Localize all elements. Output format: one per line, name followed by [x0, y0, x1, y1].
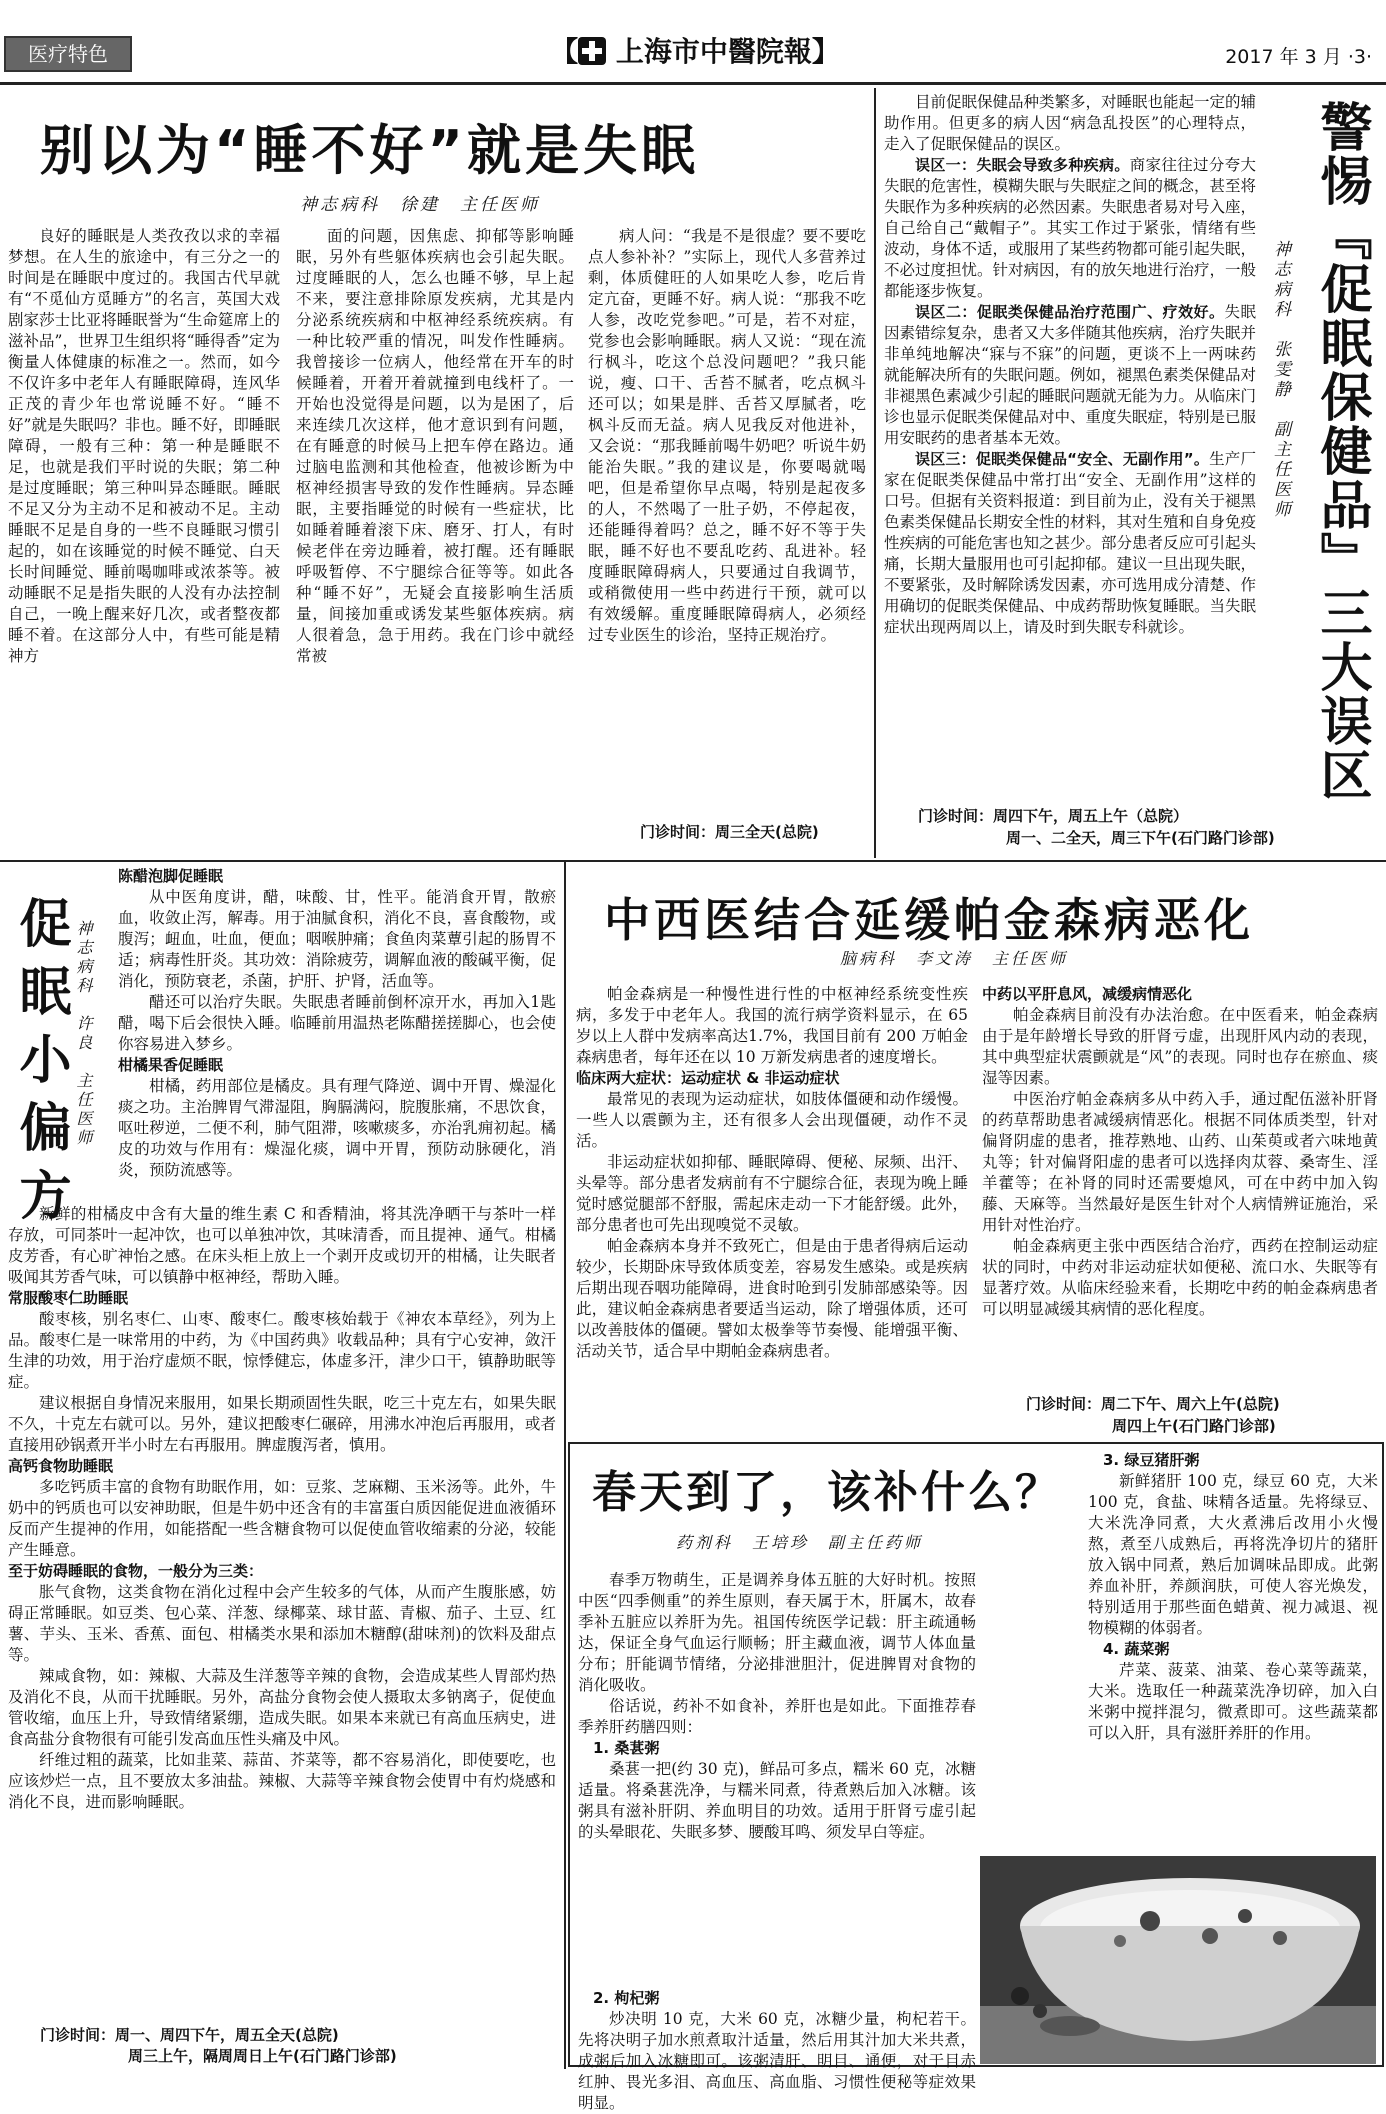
bracket-right: 】	[811, 35, 840, 68]
article2-myth2-text: 失眠因素错综复杂，患者又大多伴随其他疾病，治疗失眠并非单纯地解决“寐与不寐”的问题，更谈不上一两味药就能解决所有的失眠问题。例如，褪黑色素类保健品对非褪黑色素减少引起的睡眠问题就无能为力。从临床门诊也显示促眠类保健品对中、重度失眠症，特别是已服用安眠药的患者基本无效。	[884, 303, 1257, 447]
porridge-photo	[980, 1856, 1376, 2064]
article3-s1-title: 陈醋泡脚促睡眠	[118, 867, 224, 885]
article2-myth3-label: 误区三：促眠类保健品“安全、无副作用”。	[915, 450, 1210, 468]
article3-s4-title: 高钙食物助睡眠	[8, 1457, 114, 1475]
section-tag: 医疗特色	[4, 36, 132, 72]
article2-byline: 神志病科 张雯静 副主任医师	[1270, 240, 1290, 520]
article3-clinic1: 门诊时间：周一、周四下午，周五全天(总院)	[40, 2026, 339, 2044]
article5-r2-title: 2. 枸杞粥	[593, 1989, 660, 2007]
hospital-logo-icon	[578, 37, 606, 65]
article4-clinic1: 门诊时间：周二下午、周六上午(总院)	[1026, 1395, 1280, 1413]
article3-s2-title: 柑橘果香促睡眠	[118, 1056, 224, 1074]
article1-col3: 病人问：“我是不是很虚？要不要吃点人参补补？”实际上，现代人多营养过剩，体质健旺的人如果吃人参，吃后肯定亢奋，更睡不好。病人说：“那我不吃人参，改吃党参吧。”可是，若不对症，党参也会影响睡眠。病人又说：“现在流行枫斗，吃这个总没问题吧？”我只能说，瘦、口干、舌苔不腻者，吃点枫斗还可以；如果是胖、舌苔又厚腻者，吃枫斗反而无益。病人见我反对他进补，又会说：“那我睡前喝牛奶吧？听说牛奶能治失眠。”我的建议是，你要喝就喝吧，但是希望你早点喝，特别是起夜多的人，不然喝了一肚子奶，不停起夜，还能睡得着吗？总之，睡不好不等于失眠，睡不好也不要乱吃药、乱进补。轻度睡眠障碍病人，只要通过自我调节，或稍微使用一些中药进行干预，就可以有效缓解。重度睡眠障碍病人，必须经过专业医生的诊治，坚持正规治疗。	[588, 227, 866, 644]
article2-myth2-label: 误区二：促眠类保健品治疗范围广、疗效好。	[915, 303, 1225, 321]
article4-sub2: 中药以平肝息风，减缓病情恶化	[982, 985, 1193, 1003]
article1-col1: 良好的睡眠是人类孜孜以求的幸福梦想。在人生的旅途中，有三分之一的时间是在睡眠中度过的。我国古代早就有“不觅仙方觅睡方”的名言，英国大戏剧家莎士比亚将睡眠誉为“生命筵席上的滋补品”，世界卫生组织将“睡得香”定为衡量人体健康的标准之一。然而，如今不仅许多中老年人有睡眠障碍，连风华正茂的青少年也常说睡不好。“睡不好”就是失眠吗？非也。睡不好，即睡眠障碍，一般有三种：第一种是睡眠不足，也就是我们平时说的失眠；第二种是过度睡眠；第三种叫异态睡眠。睡眠不足又分为主动不足和被动不足。主动睡眠不足是自身的一些不良睡眠习惯引起的，如在该睡觉的时候不睡觉、白天长时间睡觉、睡前喝咖啡或浓茶等。被动睡眠不足是指失眠的人没有办法控制自己，一晚上醒来好几次，或者整夜都睡不着。在这部分人中，有些可能是精神方	[8, 227, 280, 665]
article3-top-text: 陈醋泡脚促睡眠 从中医角度讲，醋，味酸、甘，性平。能消食开胃，散瘀血，收敛止泻，解毒。用于油腻食积，消化不良，喜食酸物，或腹泻；衄血，吐血，便血；咽喉肿痛；食鱼肉菜蕈引起的肠胃不适；病毒性肝炎。其功效：消除疲劳，调解血液的酸碱平衡，促消化，预防衰老，杀菌，护肝、护肾，活血等。 醋还可以治疗失眠。失眠患者睡前倒杯凉开水，再加入1匙醋，喝下后会很快入睡。临睡前用温热老陈醋搓搓脚心，也会使你容易进入梦乡。 柑橘果香促睡眠 柑橘，药用部位是橘皮。具有理气降逆、调中开胃、燥湿化痰之功。主治脾胃气滞湿阻，胸膈满闷，脘腹胀痛，不思饮食，呕吐秽逆，二便不利，肺气阻滞，咳嗽痰多，亦治乳痈初起。橘皮的功效与作用有：燥湿化痰，调中开胃，预防动脉硬化，消炎，预防流感等。	[118, 867, 556, 1179]
article5-col2: 3. 绿豆猪肝粥 新鲜猪肝 100 克，绿豆 60 克，大米 100 克，食盐、味精各适量。先将绿豆、大米洗净同煮，大火煮沸后改用小火慢熬，煮至八成熟后，再将洗净切片的猪肝放入锅中同煮，熟后加调味品即成。此粥养血补肝，养颜润肤，可使人容光焕发，特别适用于那些面色蜡黄、视力减退、视物模糊的体弱者。 4. 蔬菜粥 芹菜、菠菜、油菜、卷心菜等蔬菜，大米。选取任一种蔬菜洗净切碎，加入白米粥中搅拌混匀，微煮即可。这些蔬菜都可以入肝，具有滋肝养肝的作用。	[1088, 1451, 1378, 1742]
article2-clinic2: 周一、二全天，周三下午(石门路门诊部)	[1006, 829, 1275, 847]
article5-r1-title: 1. 桑葚粥	[593, 1739, 660, 1757]
date-page: 2017 年 3 月 ·3·	[1225, 46, 1372, 68]
article3-clinic2: 周三上午，隔周周日上午(石门路门诊部)	[128, 2047, 397, 2065]
divider-top-section	[0, 860, 1386, 862]
article2-title: 警惕『促眠保健品』三大误区	[1311, 100, 1371, 802]
article1-clinic: 门诊时间：周三全天(总院)	[640, 823, 819, 841]
article4-col1: 帕金森病是一种慢性进行性的中枢神经系统变性疾病，多发于中老年人。我国的流行病学资料显示，在 65 岁以上人群中发病率高达1.7%，我国目前有 200 万帕金森病患者，每年还在以 10 万新发病患者的速度增长。 临床两大症状：运动症状 & 非运动症状 最常见的表现为运动症状，如肢体僵硬和动作缓慢。一些人以震颤为主，还有很多人会出现僵硬，动作不灵活。 非运动症状如抑郁、睡眠障碍、便秘、尿频、出汗、头晕等。部分患者发病前有不宁腿综合征，表现为晚上睡觉时感觉腿部不舒服，需起床走动一下才能舒缓。此外，部分患者也可先出现嗅觉不灵敏。 帕金森病本身并不致死亡，但是由于患者得病后运动较少，长期卧床导致体质变差，容易发生感染。或是疾病后期出现吞咽功能障碍，进食时呛到引发肺部感染等。因此，建议帕金森病患者要适当运动，除了增强体质，还可以改善肢体的僵硬。譬如太极拳等节奏慢、能增强平衡、活动关节，适合早中期帕金森病患者。	[576, 985, 968, 1360]
article4-clinic2: 周四上午(石门路门诊部)	[1112, 1417, 1276, 1435]
masthead	[505, 30, 885, 74]
article1-byline: 神志病科 徐建 主任医师	[300, 195, 540, 215]
article5-r4-title: 4. 蔬菜粥	[1103, 1640, 1170, 1658]
article2-myth1-label: 误区一：失眠会导致多种疾病。	[915, 156, 1130, 174]
article3-bottom-text: 新鲜的柑橘皮中含有大量的维生素 C 和香精油，将其洗净晒干与茶叶一样存放，可同茶叶一起冲饮，也可以单独冲饮，其味清香，而且提神、通气。柑橘皮芳香，有心旷神怡之感。在床头柜上放上一个剥开皮或切开的柑橘，让失眠者吸闻其芳香气味，可以镇静中枢神经，帮助入睡。 常服酸枣仁助睡眠 酸枣核，别名枣仁、山枣、酸枣仁。酸枣核始载于《神农本草经》，列为上品。酸枣仁是一味常用的中药，为《中国药典》收载品种；具有宁心安神，敛汗生津的功效，用于治疗虚烦不眠，惊悸健忘，体虚多汗，津少口干，镇静助眠等症。 建议根据自身情况来服用，如果长期顽固性失眠，吃三十克左右，如果失眠不久，十克左右就可以。另外，建议把酸枣仁碾碎，用沸水冲泡后再服用，或者直接用砂锅煮开半小时左右再服用。脾虚腹泻者，慎用。 高钙食物助睡眠 多吃钙质丰富的食物有助眠作用，如：豆浆、芝麻糊、玉米汤等。此外，牛奶中的钙质也可以安神助眠，但是牛奶中还含有的丰富蛋白质因能促进血液循环反而产生提神的作用，如能搭配一些含糖食物可以促使血管收缩素的分泌，较能产生睡意。 至于妨碍睡眠的食物，一般分为三类： 胀气食物，这类食物在消化过程中会产生较多的气体，从而产生腹胀感，妨碍正常睡眠。如豆类、包心菜、洋葱、绿椰菜、球甘蓝、青椒、茄子、土豆、红薯、芋头、玉米、香蕉、面包、柑橘类水果和添加木糖醇(甜味剂)的饮料及甜点等。 辣咸食物，如：辣椒、大蒜及生洋葱等辛辣的食物，会造成某些人胃部灼热及消化不良，从而干扰睡眠。另外，高盐分食物会使人摄取太多钠离子，促使血管收缩，血压上升，导致情绪紧绷，造成失眠。如果本来就已有高血压病史，进食高盐分食物很有可能引发高血压性头痛及中风。 纤维过粗的蔬菜，比如韭菜、蒜苗、芥菜等，都不容易消化，即使要吃，也应该炒烂一点，且不要放太多油盐。辣椒、大蒜等辛辣食物会使胃中有灼烧感和消化不良，进而影响睡眠。	[8, 1205, 556, 1811]
article4-sub1: 临床两大症状：运动症状 & 非运动症状	[576, 1069, 840, 1087]
article5-col1: 春季万物萌生，正是调养身体五脏的大好时机。按照中医“四季侧重”的养生原则，春天属于木，肝属木，故春季补五脏应以养肝为先。祖国传统医学记载：肝主疏通畅达，保证全身气血运行顺畅；肝主藏血液，调节人体血量分布；肝能调节情绪，分泌排泄胆汁，促进脾胃对食物的消化吸收。 俗话说，药补不如食补，养肝也是如此。下面推荐春季养肝药膳四则： 1. 桑葚粥 桑葚一把(约 30 克)，鲜品可多点，糯米 60 克，冰糖适量。将桑葚洗净，与糯米同煮，待煮熟后加入冰糖。该粥具有滋补肝阴、养血明目的功效。适用于肝肾亏虚引起的头晕眼花、失眠多梦、腰酸耳鸣、须发早白等症。	[578, 1571, 976, 1841]
article3-title: 促眠小偏方	[10, 896, 71, 1236]
article5-col1-bottom: 2. 枸杞粥 炒决明 10 克，大米 60 克，冰糖少量，枸杞若干。先将决明子加水煎煮取汁适量，然后用其汁加大米共煮，成粥后加入冰糖即可。该粥清肝、明目、通便，对于目赤红肿、畏光多泪、高血压、高血脂、习惯性便秘等症效果明显。	[578, 1989, 976, 2112]
article2-body: 目前促眠保健品种类繁多，对睡眠也能起一定的辅助作用。但更多的病人因“病急乱投医”的心理特点，走入了促眠保健品的误区。 误区一：失眠会导致多种疾病。商家往往过分夸大失眠的危害性，模糊失眠与失眠症之间的概念，甚至将失眠作为多种疾病的必然因素。失眠患者易对号入座，自己给自己“戴帽子”。其实工作过于紧张，情绪有些波动，身体不适，或服用了某些药物都可能引起失眠，不必过度担忧。针对病因，有的放矢地进行治疗，一般都能逐步恢复。 误区二：促眠类保健品治疗范围广、疗效好。失眠因素错综复杂，患者又大多伴随其他疾病，治疗失眠并非单纯地解决“寐与不寐”的问题，更谈不上一两味药就能解决所有的失眠问题。例如，褪黑色素类保健品对非褪黑色素减少引起的睡眠问题就无能为力。从临床门诊也显示促眠类保健品对中、重度失眠症，特别是已服用安眠药的患者基本无效。 误区三：促眠类保健品“安全、无副作用”。生产厂家在促眠类保健品中常打出“安全、无副作用”这样的口号。但据有关资料报道：到目前为止，没有关于褪黑色素类保健品长期安全性的材料，其对生殖和自身免疫性疾病的可能危害也知之甚少。部分患者反应可引起头痛，长期大量服用也可引起抑郁。建议一旦出现失眠，不要紧张，及时解除诱发因素，亦可选用成分清楚、作用确切的促眠类保健品、中成药帮助恢复睡眠。当失眠症状出现两周以上，请及时到失眠专科就诊。	[884, 93, 1257, 636]
masthead-title: 上海市中醫院報	[615, 35, 812, 68]
article5-byline: 药剂科 王培珍 副主任药师	[676, 1533, 924, 1552]
article5-title: 春天到了，该补什么？	[592, 1467, 1062, 1518]
divider-a1-a2	[874, 88, 876, 858]
divider-a3-right	[564, 862, 566, 2069]
article1-col2: 面的问题，因焦虑、抑郁等影响睡眠，另外有些躯体疾病也会引起失眠。过度睡眠的人，怎么也睡不够，早上起不来，要注意排除原发疾病，尤其是内分泌系统疾病和中枢神经系统疾病。有一种比较严重的情况，叫发作性睡病。我曾接诊一位病人，他经常在开车的时候睡着，开着开着就撞到电线杆了。一开始也没觉得是问题，以为是困了，后来连续几次这样，他才意识到有问题，在有睡意的时候马上把车停在路边。通过脑电监测和其他检查，他被诊断为中枢神经损害导致的发作性睡病。异态睡眠，主要指睡觉的时候有一些症状，比如睡着睡着滚下床、磨牙、打人，有时候老伴在旁边睡着，被打醒。还有睡眠呼吸暂停、不宁腿综合征等等。如此各种“睡不好”，无疑会直接影响生活质量，间接加重或诱发某些躯体疾病。病人很着急，急于用药。我在门诊中就经常被	[296, 227, 574, 665]
article2-myth1-text: 商家往往过分夸大失眠的危害性，模糊失眠与失眠症之间的概念，甚至将失眠作为多种疾病的必然因素。失眠患者易对号入座，自己给自己“戴帽子”。其实工作过于紧张，情绪有些波动，身体不适，或服用了某些药物都可能引起失眠，不必过度担忧。针对病因，有的放矢地进行治疗，一般都能逐步恢复。	[884, 156, 1257, 300]
article4-byline: 脑病科 李文涛 主任医师	[840, 949, 1069, 968]
article2-clinic1: 门诊时间：周四下午，周五上午（总院）	[918, 807, 1189, 825]
article2-myth3-text: 生产厂家在促眠类保健品中常打出“安全、无副作用”这样的口号。但据有关资料报道：到目前为止，没有关于褪黑色素类保健品长期安全性的材料，其对生殖和自身免疫性疾病的可能危害也知之甚少。部分患者反应可引起头痛，长期大量服用也可引起抑郁。建议一旦出现失眠，不要紧张，及时解除诱发因素，亦可选用成分清楚、作用确切的促眠类保健品、中成药帮助恢复睡眠。当失眠症状出现两周以上，请及时到失眠专科就诊。	[884, 450, 1257, 636]
article4-title: 中西医结合延缓帕金森病恶化	[604, 893, 1254, 947]
article5-r3-title: 3. 绿豆猪肝粥	[1103, 1451, 1200, 1469]
article4-col2: 中药以平肝息风，减缓病情恶化 帕金森病目前没有办法治愈。在中医看来，帕金森病由于是年龄增长导致的肝肾亏虚，出现肝风内动的表现，其中典型症状震颤就是“风”的表现。同时也存在瘀血、痰湿等因素。 中医治疗帕金森病多从中药入手，通过配伍滋补肝肾的药草帮助患者减缓病情恶化。根据不同体质类型，针对偏肾阴虚的患者，推荐熟地、山药、山茱萸或者六味地黄丸等；针对偏肾阳虚的患者可以选择肉苁蓉、桑寄生、淫羊藿等；在补肾的同时还需要熄风，可在中药中加入钩藤、天麻等。当然最好是医生针对个人病情辨证施治，采用针对性治疗。 帕金森病更主张中西医结合治疗，西药在控制运动症状的同时，中药对非运动症状如便秘、流口水、失眠等有显著疗效。从临床经验来看，长期吃中药的帕金森病患者可以明显减缓其病情的恶化程度。	[982, 985, 1378, 1318]
porridge-bowl-icon	[980, 1856, 1376, 2064]
article1-title: 别以为“睡不好”就是失眠	[40, 119, 699, 182]
bracket-left: 【	[550, 35, 579, 68]
article3-s3-title: 常服酸枣仁助睡眠	[8, 1289, 129, 1307]
article3-s5-title: 至于妨碍睡眠的食物，一般分为三类：	[8, 1562, 264, 1580]
article3-byline: 神志病科 许良 主任医师	[74, 920, 93, 1148]
header-rule	[0, 82, 1386, 85]
